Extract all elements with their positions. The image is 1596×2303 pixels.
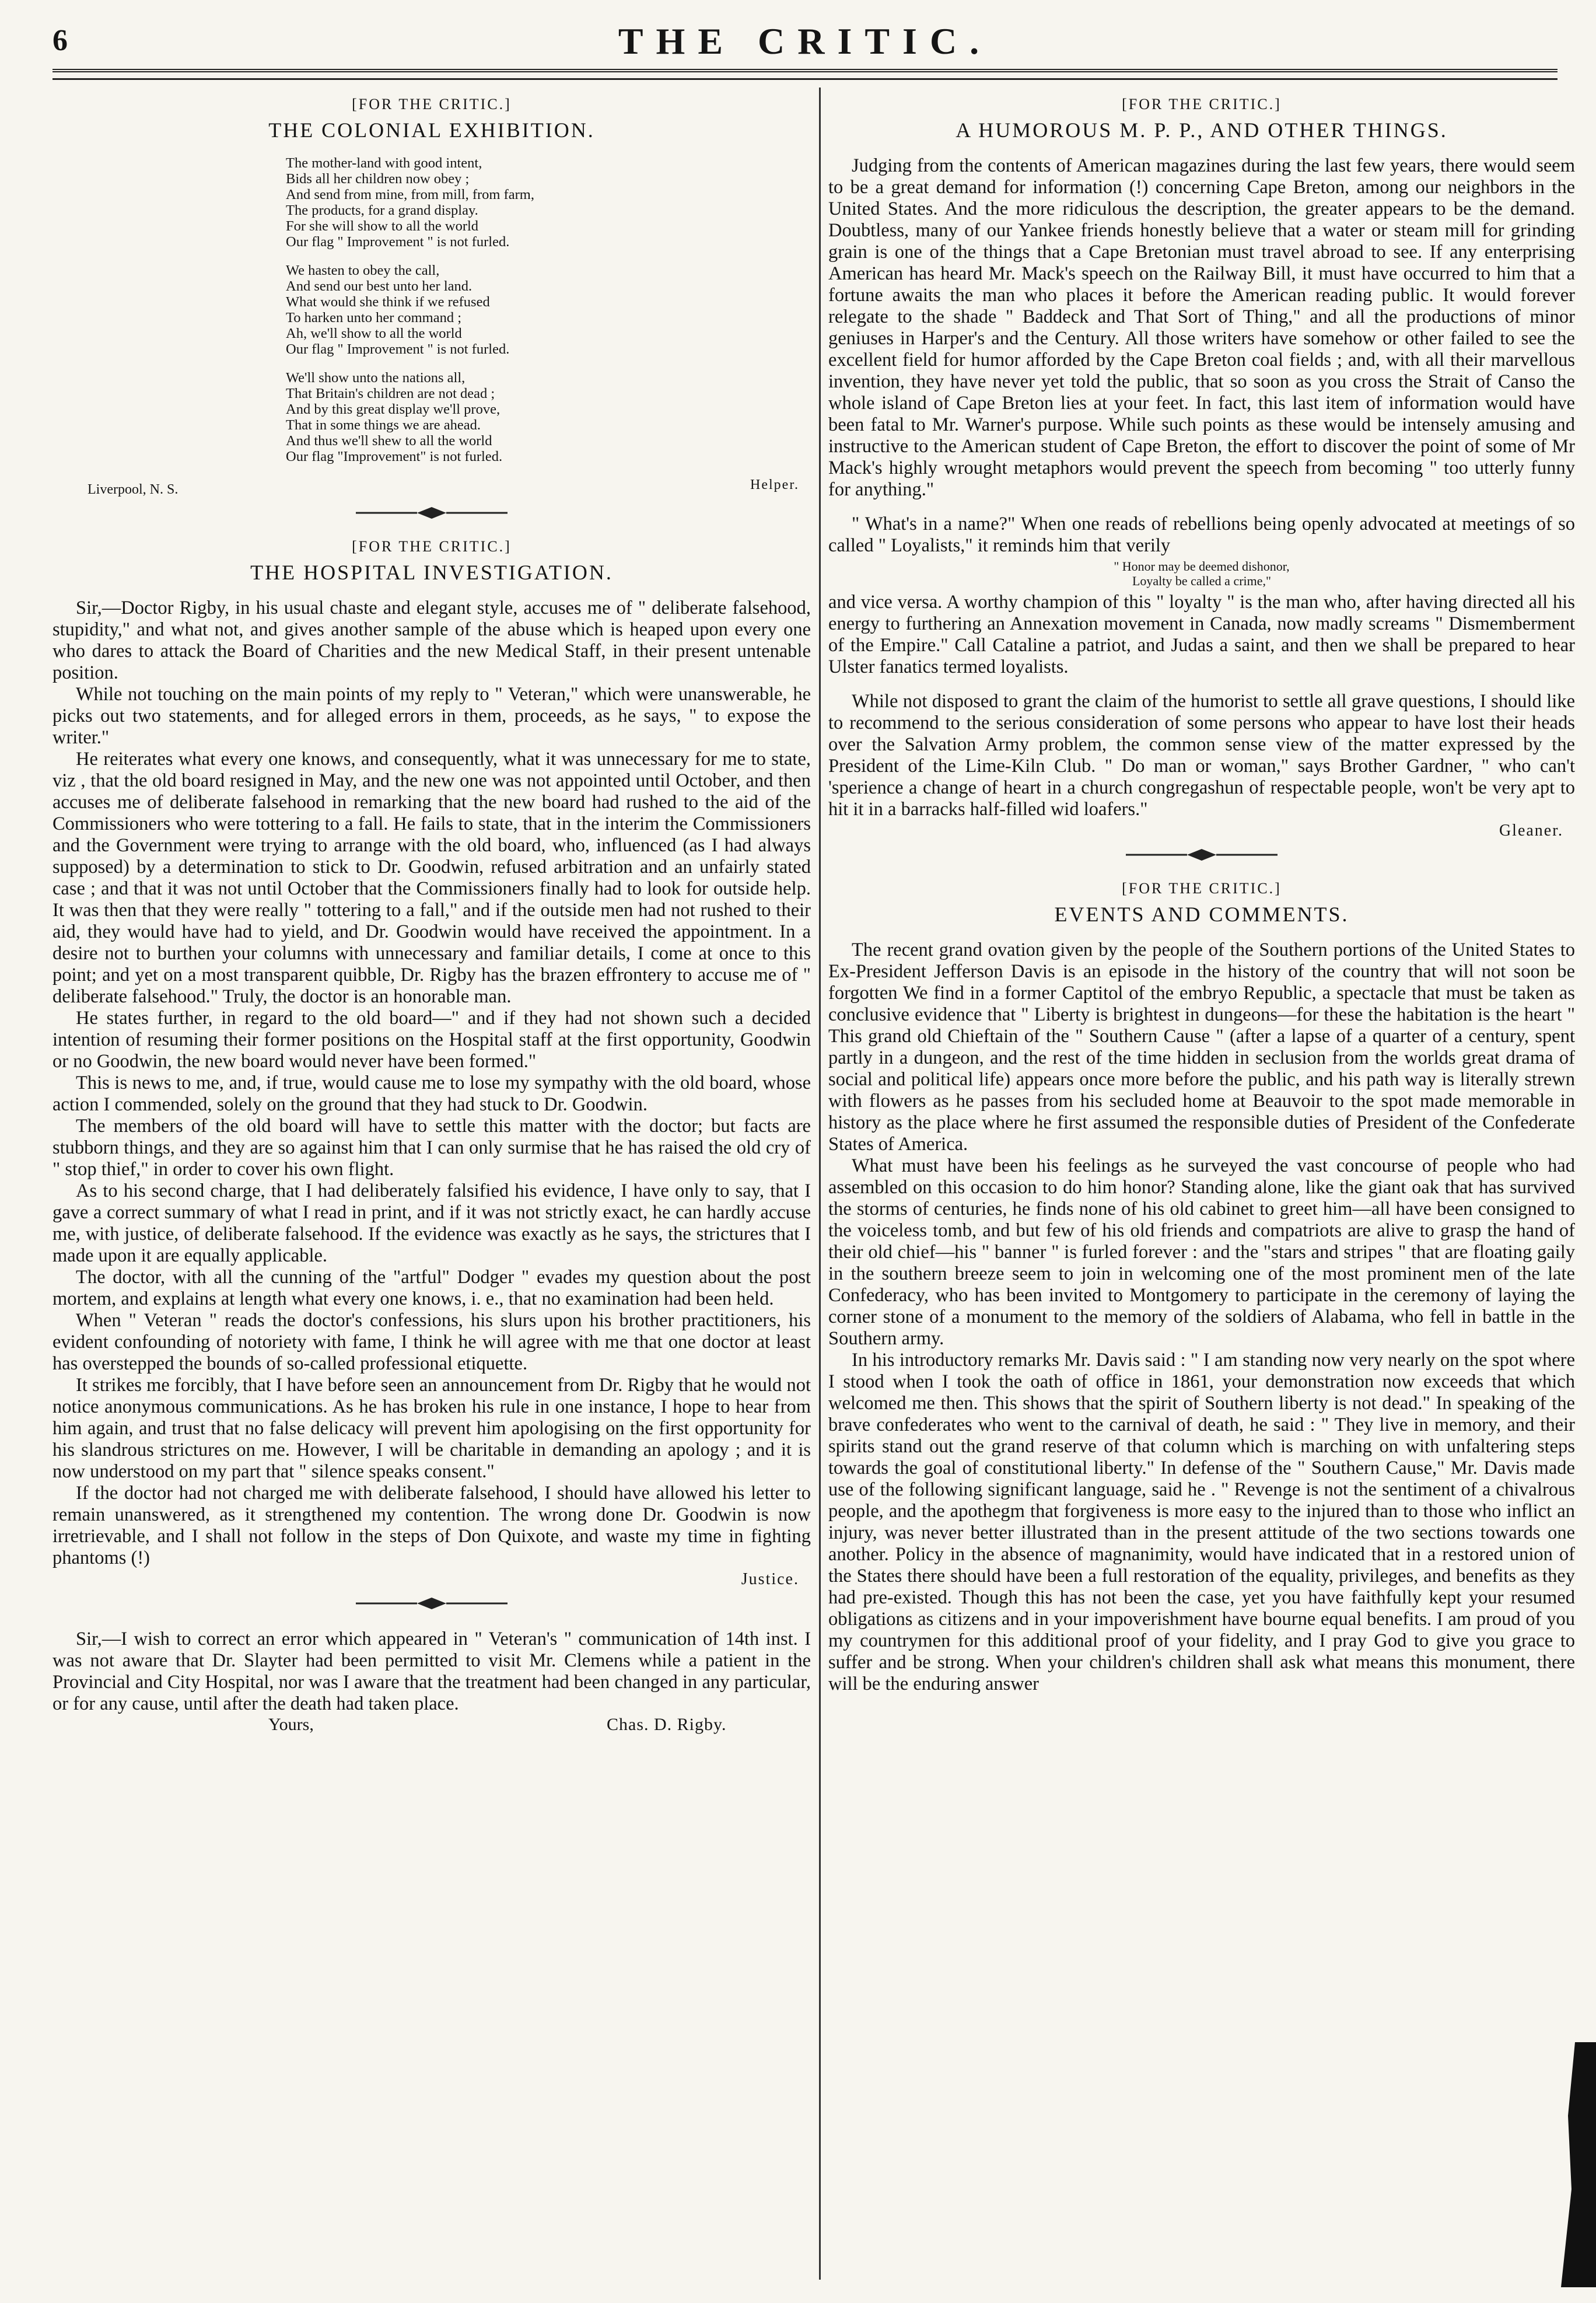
poem-line: And by this great display we'll prove, [286, 401, 501, 417]
paragraph: He reiterates what every one knows, and consequently, what it was unnecessary for me to state, viz , that the old board resigned in May, and the new one was not appointed until October, and then accuses me of deliberate falsehood in remarking that the new board had rushed to the aid of the Commissioners who were tottering to a fall. He fails to state, that in the interim the Commissioners and the Government were trying to arrange with the old board, who, influenced (as I had always supposed) by a determination to stick to Dr. Goodwin, refused arbitration and an unfairly stated case ; and that it was not until October that the Commissioners finally had to look for outside help. It was then that they were really " tottering to a fall," and if the outside men had not rushed to their aid, they would have had to yield, and Dr. Goodwin would have received the appointment. In a desire not to burthen your columns with unnecessary and familiar details, I come at once to this point; and yet on a most transparent quibble, Dr. Rigby has the brazen effrontery to accuse me of " deliberate falsehood." Truly, the doctor is an honorable man. [52, 749, 811, 1007]
paragraph: " What's in a name?" When one reads of rebellions being openly advocated at meetings of so called " Loyalists," it reminds him that verily [828, 513, 1575, 556]
poem-line: To harken unto her command ; [286, 310, 462, 326]
article-title: THE HOSPITAL INVESTIGATION. [250, 561, 613, 584]
poem-line: That in some things we are ahead. [286, 417, 481, 433]
author-signature: Chas. D. Rigby. [607, 1715, 727, 1734]
newspaper-title: THE CRITIC. [618, 20, 992, 62]
right-column [828, 88, 1575, 2285]
paragraph: He states further, in regard to the old board—" and if they had not shown such a decided intention of resuming their former positions on the Hospital staff at the first opportunity, Goodwin or no Goodwin, the new board would never have been formed." [52, 1008, 811, 1072]
paragraph: While not touching on the main points of my reply to " Veteran," which were unanswerable, he picks out two statements, and for alleged errors in them, proceeds, as he says, " to expose the writer." [52, 684, 811, 748]
quote-line: " Honor may be deemed dishonor, [1114, 559, 1290, 574]
article-tag: [FOR THE CRITIC.] [1122, 96, 1282, 113]
paragraph: What must have been his feelings as he surveyed the vast concourse of people who had assembled on this occasion to do him honor? Standing alone, like the giant oak that has survived the storms of centuries, he finds none of his old cabinet to greet him—all have been consigned to the voiceless tomb, and but few of his old friends and compatriots are alive to grasp the hand of their old chief—his " banner " is furled forever : and the "stars and stripes " that are floating gaily in the southern breeze seem to join in welcoming one of the most prominent men of the late Confederacy, who has been invited to Montgomery to participate in the ceremony of laying the corner stone of a monument to the memory of the soldiers of Alabama, who fell in battle in the Southern army. [828, 1155, 1575, 1349]
masthead-rule [52, 69, 1558, 72]
author-signature: Justice. [741, 1570, 799, 1588]
paragraph: As to his second charge, that I had deliberately falsified his evidence, I have only to say, that I gave a correct summary of what I read in print, and if it was not strictly exact, he can hardly accuse me, with justice, of deliberate falsehood. If the evidence was exactly as he says, the strictures that I made upon it are equally applicable. [52, 1180, 811, 1266]
quote-line: Loyalty be called a crime," [1132, 574, 1272, 588]
article-colonial-exhibition [52, 96, 811, 498]
poem-line: We'll show unto the nations all, [286, 370, 466, 386]
paragraph: In his introductory remarks Mr. Davis said : " I am standing now very nearly on the spot where I stood when I took the oath of office in 1861, your demonstration now exceeds that which welcomed me then. This shows that the spirit of Southern liberty is not dead." In speaking of the brave confederates who went to the carnival of death, he said : " They live in memory, and their spirits stand out the grand reserve of that column which is marching on with unfaltering steps towards the goal of constitutional liberty." In defense of the " Southern Cause," Mr. Davis made use of the following significant language, said he . " Revenge is not the sentiment of a chivalrous people, and the apothegm that forgiveness is more easy to the injured than to those who inflict an injury, was never better illustrated than in the present attitude of the two sections towards one another. Policy in the absence of magnanimity, would have indicated that in a restored union of the States there should have been a full restoration of the equality, privileges, and benefits as they had pre-existed. Though this has not been the case, yet you have faithfully kept your resumed obligations as citizens and in your impoverishment have bourne equal benefits. I am proud of you my countrymen for this additional proof of your fidelity, and I pray God to give you grace to suffer and be strong. When your children's children shall ask what means this monument, there will be the enduring answer [828, 1350, 1575, 1694]
article-tag: [FOR THE CRITIC.] [352, 96, 512, 113]
paragraph: Sir,—I wish to correct an error which appeared in " Veteran's " communication of 14th inst. I was not aware that Dr. Slayter had been permitted to visit Mr. Clemens while a patient in the Provincial and City Hospital, nor was I aware that the treatment had been changed in any particular, or for any cause, until after the death had taken place. [52, 1628, 811, 1714]
article-title: THE COLONIAL EXHIBITION. [268, 118, 595, 142]
letter-closing: Yours, [268, 1715, 314, 1734]
poem-line: Our flag "Improvement" is not furled. [286, 449, 503, 464]
poem-line: Our flag " Improvement " is not furled. [286, 234, 510, 250]
poem-line: Ah, we'll show to all the world [286, 326, 462, 341]
masthead-rule-lower [52, 78, 1558, 80]
paragraph: Judging from the contents of American magazines during the last few years, there would seem to be a great demand for information (!) concerning Cape Breton, among our neighbors in the United States. And the more ridiculous the description, the greater appears to be the demand. Doubtless, many of our Yankee friends honestly believe that a water or steam mill for grinding grain is one of the things that a Cape Bretonian must travel abroad to see. If any enterprising American has heard Mr. Mack's speech on the Railway Bill, it must have occurred to him that a fortune awaits the man who places it before the American reading public. It would forever relegate to the shade " Baddeck and That Sort of Thing," and all the productions of minor geniuses in Harper's and the Century. All those writers have somehow or other failed to see the excellent field for humor afforded by the Cape Breton coal fields ; and, with all their marvellous invention, they have never yet told the public, that so soon as you cross the Strait of Canso the whole island of Cape Breton lies at your feet. In fact, this last item of information would have been fatal to Mr. Warner's purpose. While such points as these would be intensely amusing and instructive to the American student of Cape Breton, the effort to discover the point of some of Mr Mack's highly wrought metaphors would prevent the speech from becoming " too utterly funny for anything." [828, 155, 1575, 500]
paragraph: The doctor, with all the cunning of the "artful" Dodger " evades my question about the post mortem, and explains at length what every one knows, i. e., that no examination had been held. [52, 1267, 811, 1309]
paragraph: While not disposed to grant the claim of the humorist to settle all grave questions, I should like to recommend to the serious consideration of some persons who appear to have lost their heads over the Salvation Army problem, the common sense view of the matter expressed by the President of the Lime-Kiln Club. " Do man or woman," says Brother Gardner, " who can't 'sperience a change of heart in a church congregashun of respectable people, won't be very apt to hit it in a barracks half-filled wid loafers." [828, 691, 1575, 820]
paragraph: This is news to me, and, if true, would cause me to lose my sympathy with the old board, whose action I commended, solely on the ground that they had stuck to Dr. Goodwin. [52, 1072, 811, 1115]
article-events-comments [828, 880, 1575, 1695]
ornament-divider [52, 1595, 811, 1618]
article-hospital-investigation [52, 538, 811, 1589]
poem-line: Our flag " Improvement " is not furled. [286, 341, 510, 357]
paragraph: and vice versa. A worthy champion of this " loyalty " is the man who, after having directed all his energy to furthering an Annexation movement in Canada, now madly screams " Dismemberment of the Empire." Call Cataline a patriot, and Judas a saint, and then we shall be prepared to hear Ulster fanatics termed loyalists. [828, 592, 1575, 677]
article-title: EVENTS AND COMMENTS. [1054, 903, 1349, 926]
article-tag: [FOR THE CRITIC.] [352, 538, 512, 555]
column-divider [819, 88, 821, 2280]
poem-line: And send from mine, from mill, from farm, [286, 187, 534, 202]
masthead [52, 20, 1558, 64]
author-signature: Gleaner. [1499, 822, 1563, 840]
paragraph: When " Veteran " reads the doctor's confessions, his slurs upon his brother practitioners, his evident confounding of notoriety with fame, I think he will agree with me that one doctor at least has overstepped the bounds of so-called professional etiquette. [52, 1310, 811, 1374]
poem [286, 155, 811, 464]
poem-line: The products, for a grand display. [286, 202, 478, 218]
paragraph: It strikes me forcibly, that I have before seen an announcement from Dr. Rigby that he would not notice anonymous communications. As he has broken his rule in one instance, I hope to hear from him again, and trust that no false delicacy will prevent him apologising on the first opportunity for his slandrous strictures on me. However, I will be charitable in demanding an apology ; and it is now understood on my part that " silence speaks consent." [52, 1375, 811, 1482]
dateline: Liverpool, N. S. [88, 482, 178, 497]
poem-line: And thus we'll shew to all the world [286, 433, 492, 449]
poem-line: That Britain's children are not dead ; [286, 386, 495, 401]
article-humorous-mpp [828, 96, 1575, 840]
letter-rigby [52, 1628, 811, 1738]
poem-line: What would she think if we refused [286, 294, 490, 310]
poem-line: For she will show to all the world [286, 218, 479, 234]
paragraph: The members of the old board will have to settle this matter with the doctor; but facts are stubborn things, and they are so against him that I can only surmise that he has raised the old cry of " stop thief," in order to cover his own flight. [52, 1116, 811, 1180]
poem-line: Bids all her children now obey ; [286, 171, 470, 187]
poem-stanza [286, 263, 811, 357]
left-column [52, 88, 811, 2285]
ornament-divider [828, 846, 1575, 869]
author-signature: Helper. [750, 477, 799, 492]
block-quote [828, 559, 1575, 588]
poem-line: The mother-land with good intent, [286, 155, 482, 171]
paragraph: If the doctor had not charged me with deliberate falsehood, I should have allowed his letter to remain unanswered, as it strengthened my contention. The wrong done Dr. Goodwin is now irretrievable, and I shall not follow in the steps of Don Quixote, and waste my time in fighting phantoms (!) [52, 1483, 811, 1568]
poem-line: We hasten to obey the call, [286, 263, 440, 278]
poem-stanza [286, 155, 811, 250]
letter-sign-off [52, 1715, 811, 1738]
poem-stanza [286, 370, 811, 464]
poem-line: And send our best unto her land. [286, 278, 473, 294]
poem-signature-row [52, 477, 811, 498]
article-tag: [FOR THE CRITIC.] [1122, 880, 1282, 897]
paragraph: The recent grand ovation given by the people of the Southern portions of the United States to Ex-President Jefferson Davis is an episode in the history of the country that will not soon be forgotten We find in a former Captitol of the embryo Republic, a spectacle that must be taken as conclusive evidence that " Liberty is brightest in dungeons—for these the habitation is the heart " This grand old Chieftain of the " Southern Cause " (after a lapse of a quarter of a century, spent partly in a dungeon, and the rest of the time hidden in seclusion from the worlds great drama of social and political life) appears once more before the public, and his path way is literally strewn with flowers as he passes from his secluded home at Beauvoir to the spot made memorable in history as the place where he first assumed the responsible duties of President of the Confederate States of America. [828, 939, 1575, 1155]
article-title: A HUMOROUS M. P. P., AND OTHER THINGS. [956, 118, 1448, 142]
paragraph: Sir,—Doctor Rigby, in his usual chaste and elegant style, accuses me of " deliberate falsehood, stupidity," and what not, and gives another sample of the abuse which is heaped upon every one who dares to attack the Board of Charities and the new Medical Staff, in their present untenable position. [52, 597, 811, 683]
page-number: 6 [52, 24, 68, 57]
ornament-divider [52, 504, 811, 527]
